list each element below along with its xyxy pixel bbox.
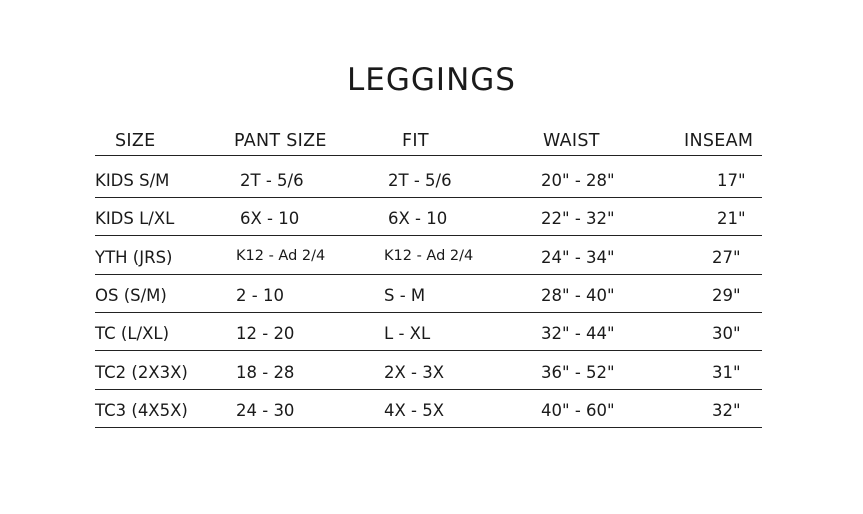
table-header	[0, 131, 863, 157]
table-row	[0, 324, 863, 350]
table-row	[0, 363, 863, 389]
cell-fit: S - M	[384, 286, 426, 305]
table-row	[0, 209, 863, 235]
cell-inseam: 30"	[712, 324, 741, 343]
cell-size: TC (L/XL)	[95, 324, 170, 343]
cell-inseam: 32"	[712, 401, 741, 420]
cell-pant-size: 2 - 10	[236, 286, 284, 305]
table-row	[0, 171, 863, 197]
header-fit: FIT	[402, 131, 429, 151]
cell-fit: 6X - 10	[388, 209, 448, 228]
header-pant-size: PANT SIZE	[234, 131, 327, 151]
cell-inseam: 31"	[712, 363, 741, 382]
row-divider	[95, 389, 762, 390]
cell-waist: 20" - 28"	[541, 171, 615, 190]
row-divider	[95, 350, 762, 351]
page-title: LEGGINGS	[347, 62, 516, 98]
cell-size: OS (S/M)	[95, 286, 167, 305]
cell-fit: 4X - 5X	[384, 401, 445, 420]
row-divider	[95, 427, 762, 428]
table-row	[0, 248, 863, 274]
cell-inseam: 21"	[717, 209, 746, 228]
cell-inseam: 27"	[712, 248, 741, 267]
cell-pant-size: 12 - 20	[236, 324, 295, 343]
row-divider	[95, 312, 762, 313]
cell-fit: 2T - 5/6	[388, 171, 452, 190]
cell-pant-size: 18 - 28	[236, 363, 295, 382]
cell-size: TC2 (2X3X)	[95, 363, 188, 382]
cell-fit: L - XL	[384, 324, 431, 343]
cell-size: YTH (JRS)	[95, 248, 173, 267]
row-divider	[95, 274, 762, 275]
table-row	[0, 401, 863, 427]
header-inseam: INSEAM	[684, 131, 754, 151]
cell-waist: 22" - 32"	[541, 209, 615, 228]
cell-pant-size: 2T - 5/6	[240, 171, 304, 190]
cell-pant-size: 24 - 30	[236, 401, 295, 420]
row-divider	[95, 235, 762, 236]
cell-size: KIDS L/XL	[95, 209, 175, 228]
cell-pant-size: 6X - 10	[240, 209, 300, 228]
cell-fit: 2X - 3X	[384, 363, 445, 382]
table-row	[0, 286, 863, 312]
cell-size: KIDS S/M	[95, 171, 170, 190]
row-divider	[95, 197, 762, 198]
cell-inseam: 17"	[717, 171, 746, 190]
cell-pant-size: K12 - Ad 2/4	[236, 248, 326, 264]
header-waist: WAIST	[543, 131, 600, 151]
cell-waist: 32" - 44"	[541, 324, 615, 343]
cell-waist: 28" - 40"	[541, 286, 615, 305]
cell-waist: 36" - 52"	[541, 363, 615, 382]
cell-waist: 40" - 60"	[541, 401, 615, 420]
cell-inseam: 29"	[712, 286, 741, 305]
cell-size: TC3 (4X5X)	[95, 401, 188, 420]
header-divider	[95, 155, 762, 156]
cell-fit: K12 - Ad 2/4	[384, 248, 474, 264]
cell-waist: 24" - 34"	[541, 248, 615, 267]
header-size: SIZE	[115, 131, 156, 151]
